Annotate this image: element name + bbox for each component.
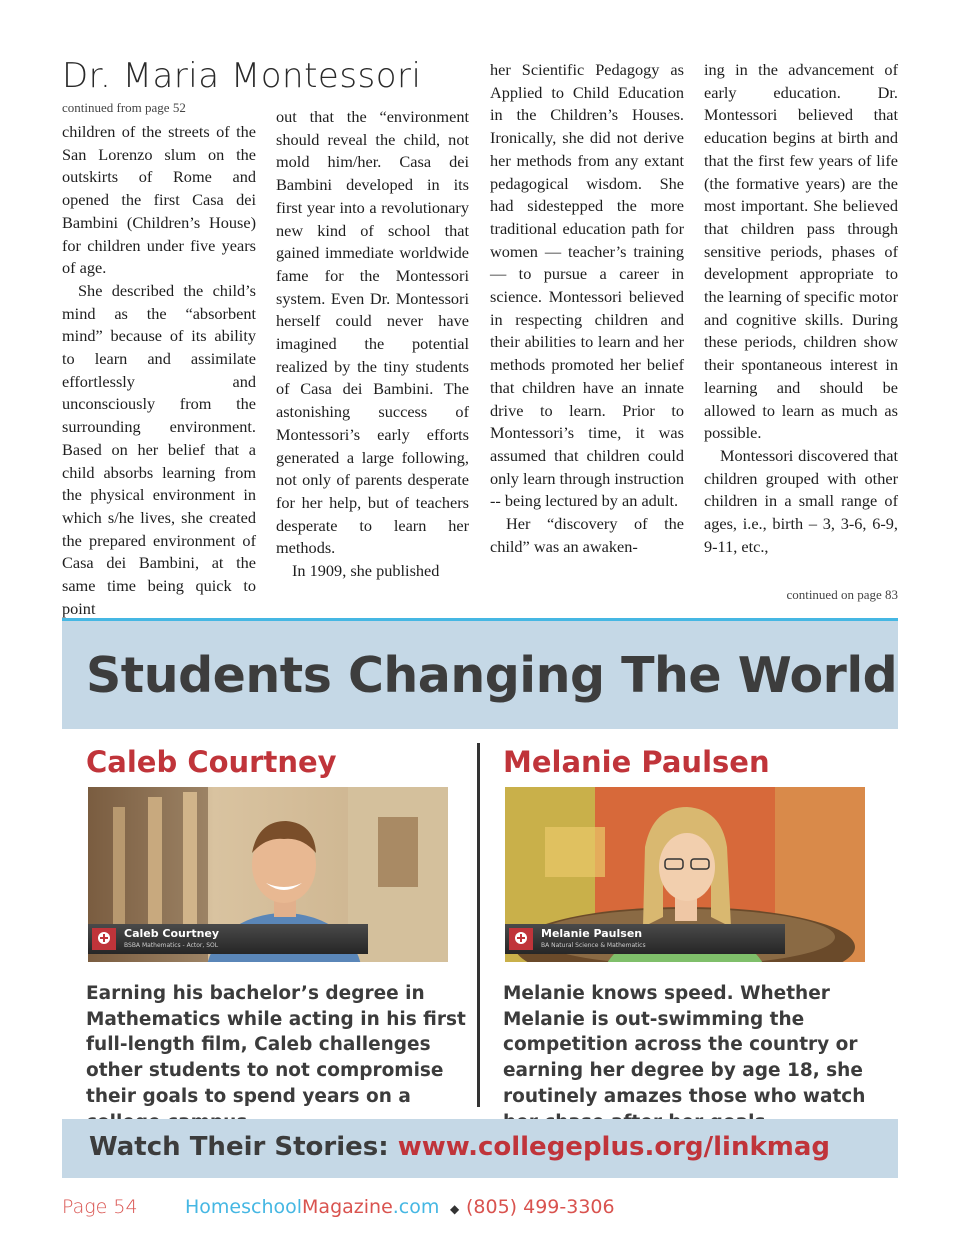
continued-on-note: continued on page 83 bbox=[786, 587, 898, 602]
student-photo bbox=[88, 787, 448, 962]
video-caption-bar bbox=[88, 924, 368, 954]
paragraph: children of the streets of the San Lorenzo slum on the outskirts of Rome and opened the first Casa dei Bambini (Children’s House) for children under five years of age. bbox=[62, 122, 256, 278]
ad-body bbox=[62, 729, 898, 1119]
collegeplus-logo-icon bbox=[92, 928, 116, 950]
site-link[interactable] bbox=[185, 1196, 439, 1218]
paragraph: out that the “environment should reveal the child, not mold him/her. Casa dei Bambini developed in its first year into a revolutionary new kind of school that gained immediate worldwide fame for the Montessori system. Even Dr. Montessori herself could never have imagined the potential realized by the tiny students of Casa dei Bambini. The astonishing success of Montessori’s early efforts generated a large following, not only of parents desperate for her help, but of teachers desperate to learn her methods. bbox=[276, 107, 469, 558]
ad-divider bbox=[477, 743, 480, 1107]
site-name-part: Homeschool bbox=[185, 1196, 303, 1218]
student-blurb: Earning his bachelor’s degree in Mathematics while acting in his first full-length film, Caleb challenges other students to not compromise their goals to spend years on a bbox=[86, 983, 466, 1107]
watch-label: Watch Their Stories: bbox=[89, 1132, 389, 1162]
caption-subtitle: BSBA Mathematics - Actor, SOL bbox=[124, 942, 219, 949]
paragraph: ing in the advancement of early education. Dr. Montessori believed that education begins at birth and that the first few years of life (the formative years) are the most important. She believed that children pass through sensitive periods, phases of development appropriate to the learning of specific motor and cognitive skills. During these periods, children show their spontaneous interest in learning and should be allowed to learn as much as possible. bbox=[704, 60, 898, 443]
caption-subtitle: BA Natural Science & Mathematics bbox=[541, 942, 646, 949]
ad-footer-band bbox=[62, 1119, 898, 1178]
student-photo bbox=[505, 787, 865, 962]
article-column-2 bbox=[276, 106, 469, 583]
diamond-icon: ◆ bbox=[450, 1202, 460, 1216]
watch-url-link[interactable]: www.collegeplus.org/linkmag bbox=[397, 1132, 830, 1162]
continued-from-note: continued from page 52 bbox=[62, 100, 186, 115]
page-footer bbox=[0, 1196, 960, 1226]
article-column-3 bbox=[490, 59, 684, 558]
article-column-4 bbox=[704, 59, 898, 558]
paragraph: In 1909, she published bbox=[292, 561, 440, 581]
paragraph: Montessori discovered that children grouped with other children in a small range of ages, i.e., birth – 3, 3-6, 6-9, 9-11, etc., bbox=[704, 445, 898, 556]
site-name-part: Magazine bbox=[302, 1196, 393, 1218]
caption-name: Melanie Paulsen bbox=[541, 927, 643, 940]
page-number: Page 54 bbox=[62, 1196, 138, 1218]
phone-number: (805) 499-3306 bbox=[466, 1196, 615, 1218]
video-caption-bar bbox=[505, 924, 785, 954]
watch-stories-line bbox=[89, 1132, 830, 1162]
student-blurb: Melanie knows speed. Whether Melanie is out-swimming the competition across the country or earning her degree by age 18, she routinely amazes those who watch bbox=[503, 983, 866, 1107]
paragraph: her Scientific Pedagogy as Applied to Child Education in the Children’s Houses. Ironically, she did not derive her methods from any extant pedagogical wisdom. She had sidestepped the more traditional education path for women — teacher’s training — to pursue a career in science. Montessori believed in respecting children and their abilities to learn and her methods promoted her belief that children have an innate drive to learn. Prior to Montessori’s time, it was assumed that children could only learn through instruction -- being lectured by an adult. bbox=[490, 60, 684, 511]
paragraph: She described the child’s mind as the “absorbent mind” because of its ability to learn and assimilate effortlessly and unconsciously from the surrounding environment. Based on her belief that a child absorbs learning from the physical environment in which s/he lives, she created the prepared environment of Casa dei Bambini, at the same time being quick to point bbox=[62, 280, 256, 618]
student-name: Caleb Courtney bbox=[86, 745, 337, 779]
student-name: Melanie Paulsen bbox=[503, 745, 770, 779]
site-name-part: .com bbox=[392, 1196, 440, 1218]
ad-headline: Students Changing The World bbox=[86, 647, 898, 704]
collegeplus-logo-icon bbox=[509, 928, 533, 950]
article-title: Dr. Maria Montessori bbox=[62, 56, 422, 96]
paragraph: Her “discovery of the child” was an awaken- bbox=[490, 514, 684, 556]
article-column-1 bbox=[62, 121, 256, 620]
advertisement bbox=[62, 618, 898, 1178]
ad-header-band bbox=[62, 621, 898, 729]
caption-name: Caleb Courtney bbox=[124, 927, 220, 940]
